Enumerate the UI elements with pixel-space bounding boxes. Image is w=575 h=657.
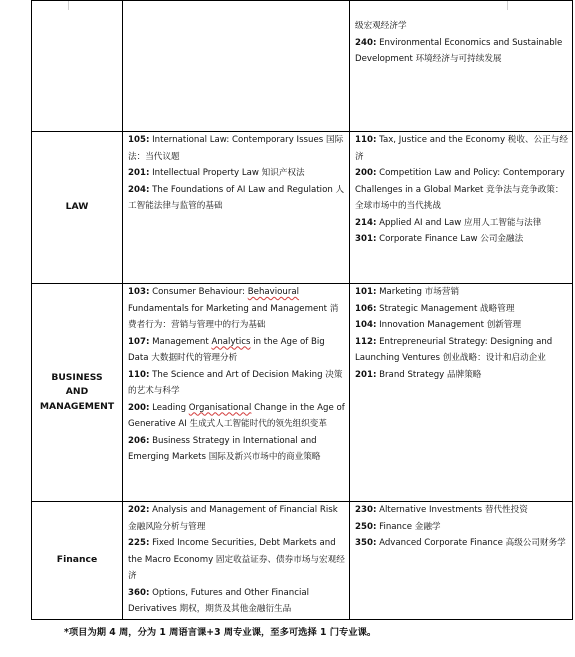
course-item bbox=[128, 165, 346, 182]
course-cell-col2 bbox=[350, 502, 573, 620]
table-row bbox=[32, 502, 573, 620]
course-item bbox=[355, 35, 569, 68]
course-item bbox=[355, 367, 569, 384]
course-title: International Law: Contemporary Issues 国际法：当代议题 bbox=[128, 135, 344, 162]
course-item bbox=[355, 535, 569, 552]
course-cell-col1 bbox=[123, 132, 350, 284]
course-cell-col2 bbox=[350, 1, 573, 132]
course-title: Environmental Economics and Sustainable Development 环境经济与可持续发展 bbox=[355, 37, 563, 64]
course-title: The Foundations of AI Law and Regulation 人工智能法律与监管的基础 bbox=[128, 184, 345, 211]
course-title: 级宏观经济学 bbox=[355, 21, 407, 31]
course-cell-col1 bbox=[123, 284, 350, 502]
course-item bbox=[355, 317, 569, 334]
course-title: Entrepreneurial Strategy: Designing and Launching Ventures 创业战略：设计和启动企业 bbox=[355, 336, 553, 363]
course-title: Consumer Behaviour: Behavioural Fundamentals for Marketing and Management 消费者行为：营销与管理中的行为基础 bbox=[128, 287, 339, 330]
course-code: 214: bbox=[355, 217, 377, 228]
course-cell-col1 bbox=[123, 502, 350, 620]
course-title: Advanced Corporate Finance 高级公司财务学 bbox=[376, 538, 566, 548]
course-code: 110: bbox=[128, 369, 150, 380]
course-table bbox=[31, 0, 573, 620]
course-title: Innovation Management 创新管理 bbox=[376, 320, 522, 330]
course-title: Management Analytics in the Age of Big Data 大数据时代的管理分析 bbox=[128, 336, 325, 363]
course-item bbox=[355, 519, 569, 536]
course-item bbox=[128, 132, 346, 165]
course-title: Competition Law and Policy: Contemporary Challenges in a Global Market 竞争法与竞争政策：全球市场中的当代挑战 bbox=[355, 168, 565, 211]
course-code: 112: bbox=[355, 336, 377, 347]
course-code: 107: bbox=[128, 336, 150, 347]
course-item bbox=[355, 502, 569, 519]
category-cell bbox=[32, 284, 123, 502]
course-title: Applied AI and Law 应用人工智能与法律 bbox=[376, 217, 542, 228]
course-code: 250: bbox=[355, 521, 377, 532]
course-code: 350: bbox=[355, 538, 377, 548]
course-title: Leading Organisational Change in the Age of Generative AI 生成式人工智能时代的领先组织变革 bbox=[128, 402, 345, 429]
course-item bbox=[355, 334, 569, 367]
category-label-line: AND bbox=[65, 386, 89, 398]
course-item bbox=[355, 301, 569, 318]
course-title: Brand Strategy 品牌策略 bbox=[376, 369, 482, 380]
course-code: 240: bbox=[355, 37, 377, 48]
course-title: Tax, Justice and the Economy 税收、公正与经济 bbox=[355, 135, 568, 162]
course-code: 360: bbox=[128, 587, 150, 598]
table-row bbox=[32, 132, 573, 284]
course-title: Finance 金融学 bbox=[376, 521, 441, 532]
course-code: 105: bbox=[128, 135, 150, 145]
footnote: *项目为期 4 周，分为 1 周语言课+3 周专业课，至多可选择 1 门专业课。 bbox=[64, 627, 377, 638]
course-title: Options, Futures and Other Financial Derivatives 期权，期货及其他金融衍生品 bbox=[128, 587, 309, 614]
course-code: 104: bbox=[355, 320, 377, 330]
course-title: Alternative Investments 替代性投资 bbox=[376, 505, 528, 515]
course-item bbox=[128, 502, 346, 535]
course-item bbox=[355, 284, 569, 301]
course-item bbox=[128, 400, 346, 433]
table-row bbox=[32, 284, 573, 502]
course-title: Fixed Income Securities, Debt Markets and the Macro Economy 固定收益证券、债券市场与宏观经济 bbox=[128, 538, 345, 581]
course-code: 202: bbox=[128, 505, 150, 515]
course-cell-col2 bbox=[350, 284, 573, 502]
course-code: 301: bbox=[355, 234, 377, 244]
course-code: 204: bbox=[128, 184, 150, 195]
course-item bbox=[128, 535, 346, 585]
course-code: 103: bbox=[128, 287, 150, 297]
category-label-line: MANAGEMENT bbox=[39, 400, 115, 412]
course-title: Business Strategy in International and Emerging Markets 国际及新兴市场中的商业策略 bbox=[128, 435, 321, 462]
course-item bbox=[355, 231, 569, 248]
course-code: 225: bbox=[128, 538, 150, 548]
course-code: 230: bbox=[355, 505, 377, 515]
course-title: Strategic Management 战略管理 bbox=[376, 303, 515, 314]
course-item bbox=[128, 284, 346, 334]
category-cell: Finance bbox=[32, 502, 123, 620]
category-cell: LAW bbox=[32, 132, 123, 284]
course-title: Analysis and Management of Financial Risk 金融风险分析与管理 bbox=[128, 505, 338, 532]
course-code: 201: bbox=[355, 369, 377, 380]
course-cell-col1 bbox=[123, 1, 350, 132]
course-code: 200: bbox=[128, 402, 150, 413]
course-item bbox=[128, 433, 346, 466]
course-item bbox=[128, 182, 346, 215]
course-item bbox=[128, 585, 346, 618]
spellcheck-underline: Organisational bbox=[188, 402, 252, 413]
course-code: 106: bbox=[355, 303, 377, 314]
course-title: Corporate Finance Law 公司金融法 bbox=[376, 234, 524, 244]
course-code: 110: bbox=[355, 135, 377, 145]
course-code: 200: bbox=[355, 168, 377, 178]
course-item bbox=[128, 367, 346, 400]
course-title: Intellectual Property Law 知识产权法 bbox=[149, 168, 305, 178]
course-item bbox=[355, 215, 569, 232]
course-item bbox=[355, 18, 569, 35]
course-title: The Science and Art of Decision Making 决策的艺术与科学 bbox=[128, 369, 343, 396]
category-label-line: BUSINESS bbox=[51, 371, 103, 383]
course-code: 201: bbox=[128, 168, 150, 178]
spellcheck-underline: Behavioural bbox=[247, 287, 300, 297]
table-row bbox=[32, 1, 573, 132]
course-item bbox=[355, 165, 569, 215]
course-cell-col2 bbox=[350, 132, 573, 284]
course-title: Marketing 市场营销 bbox=[376, 287, 460, 297]
course-item bbox=[355, 132, 569, 165]
course-item bbox=[128, 334, 346, 367]
category-cell bbox=[32, 1, 123, 132]
course-code: 101: bbox=[355, 287, 377, 297]
course-code: 206: bbox=[128, 435, 150, 446]
spellcheck-underline: Analytics bbox=[211, 336, 251, 347]
